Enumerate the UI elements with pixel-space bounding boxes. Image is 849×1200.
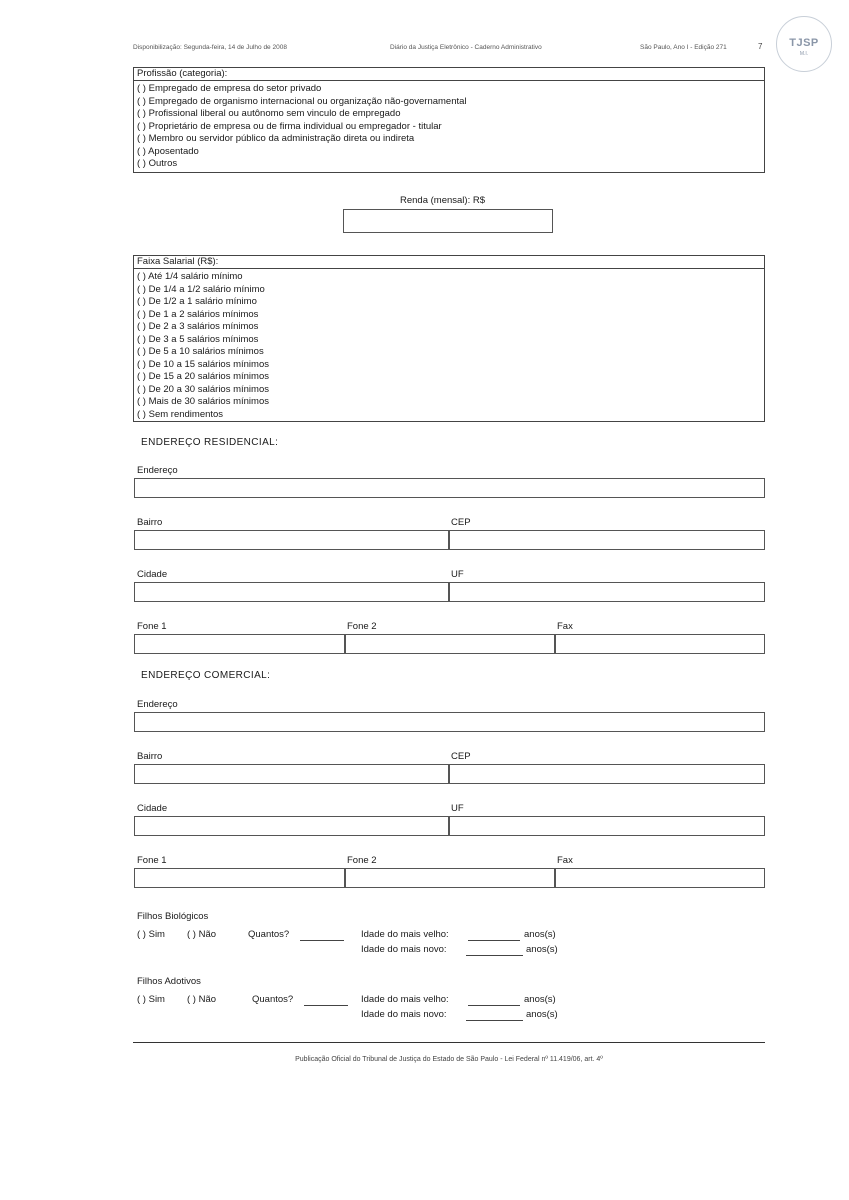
res-uf-label: UF (451, 569, 464, 580)
profissao-option[interactable]: ( ) Outros (137, 158, 178, 169)
adotivos-velho-blank[interactable] (468, 996, 520, 1006)
adotivos-sim[interactable]: ( ) Sim (137, 994, 165, 1005)
faixa-option[interactable]: ( ) De 2 a 3 salários mínimos (137, 321, 259, 332)
com-fone2-label: Fone 2 (347, 855, 377, 866)
footer-divider (133, 1042, 765, 1043)
com-endereco-label: Endereço (137, 699, 178, 710)
res-endereco-input[interactable] (134, 478, 765, 498)
faixa-title: Faixa Salarial (R$): (134, 256, 764, 269)
profissao-option[interactable]: ( ) Aposentado (137, 145, 199, 157)
header-edition: São Paulo, Ano I - Edição 271 (640, 44, 727, 51)
profissao-option[interactable]: ( ) Empregado de organismo internacional ou organização não-governamental (137, 95, 467, 107)
faixa-option[interactable]: ( ) De 1/2 a 1 salário mínimo (137, 296, 257, 307)
com-bairro-label: Bairro (137, 751, 163, 762)
header-journal: Diário da Justiça Eletrônico - Caderno Administrativo (390, 44, 542, 51)
biologicos-velho-blank[interactable] (468, 931, 520, 941)
renda-label: Renda (mensal): R$ (400, 195, 486, 206)
res-cep-input[interactable] (449, 530, 765, 550)
com-cep-input[interactable] (449, 764, 765, 784)
res-fax-input[interactable] (555, 634, 765, 654)
adotivos-novo-blank[interactable] (466, 1011, 523, 1021)
com-endereco-input[interactable] (134, 712, 765, 732)
profissao-options (137, 83, 761, 171)
adotivos-novo-label: Idade do mais novo: (361, 1009, 447, 1020)
faixa-option[interactable]: ( ) Até 1/4 salário mínimo (137, 271, 243, 282)
adotivos-quantos-label: Quantos? (252, 994, 294, 1005)
biologicos-velho-anos: anos(s) (524, 929, 556, 940)
faixa-option[interactable]: ( ) De 1/4 a 1/2 salário mínimo (137, 283, 265, 295)
res-fone1-label: Fone 1 (137, 621, 167, 632)
profissao-box (133, 67, 765, 173)
com-uf-label: UF (451, 803, 464, 814)
faixa-option[interactable]: ( ) De 5 a 10 salários mínimos (137, 346, 264, 357)
adotivos-title: Filhos Adotivos (137, 976, 201, 987)
res-cidade-label: Cidade (137, 569, 168, 580)
com-fone1-input[interactable] (134, 868, 345, 888)
com-uf-input[interactable] (449, 816, 765, 836)
header-date: Disponibilização: Segunda-feira, 14 de Julho de 2008 (133, 44, 287, 51)
adotivos-quantos-blank[interactable] (304, 996, 348, 1006)
profissao-option[interactable]: ( ) Membro ou servidor público da administração direta ou indireta (137, 133, 415, 144)
com-cep-label: CEP (451, 751, 471, 762)
res-bairro-input[interactable] (134, 530, 449, 550)
com-fax-label: Fax (557, 855, 573, 866)
com-fax-input[interactable] (555, 868, 765, 888)
com-cidade-label: Cidade (137, 803, 168, 814)
adotivos-velho-anos: anos(s) (524, 994, 556, 1005)
com-fone1-label: Fone 1 (137, 855, 167, 866)
stamp-text: TJSP (789, 37, 819, 49)
page-number: 7 (758, 42, 763, 51)
faixa-box (133, 255, 765, 422)
res-fone2-label: Fone 2 (347, 621, 377, 632)
res-cidade-input[interactable] (134, 582, 449, 602)
res-fone2-input[interactable] (345, 634, 555, 654)
profissao-option[interactable]: ( ) Profissional liberal ou autônomo sem vinculo de empregado (137, 108, 401, 119)
faixa-options (137, 271, 761, 421)
profissao-option[interactable]: ( ) Empregado de empresa do setor privado (137, 83, 322, 94)
biologicos-novo-blank[interactable] (466, 946, 523, 956)
biologicos-velho-label: Idade do mais velho: (361, 929, 449, 940)
faixa-option[interactable]: ( ) De 3 a 5 salários mínimos (137, 333, 259, 345)
biologicos-sim[interactable]: ( ) Sim (137, 929, 165, 940)
footer-text: Publicação Oficial do Tribunal de Justiça do Estado de São Paulo - Lei Federal nº 11.419/06, art. 4º (295, 1056, 603, 1063)
stamp-sub: M.I. (799, 51, 809, 57)
tjsp-stamp (776, 16, 832, 72)
faixa-option[interactable]: ( ) De 1 a 2 salários mínimos (137, 308, 259, 320)
faixa-option[interactable]: ( ) De 15 a 20 salários mínimos (137, 371, 269, 382)
biologicos-title: Filhos Biológicos (137, 911, 209, 922)
biologicos-novo-label: Idade do mais novo: (361, 944, 447, 955)
faixa-option[interactable]: ( ) Sem rendimentos (137, 408, 224, 420)
biologicos-nao[interactable]: ( ) Não (187, 929, 217, 940)
profissao-title: Profissão (categoria): (134, 68, 764, 81)
faixa-option[interactable]: ( ) De 10 a 15 salários mínimos (137, 358, 269, 370)
com-cidade-input[interactable] (134, 816, 449, 836)
residencial-title: ENDEREÇO RESIDENCIAL: (141, 437, 279, 448)
faixa-option[interactable]: ( ) De 20 a 30 salários mínimos (137, 383, 269, 395)
res-endereco-label: Endereço (137, 465, 178, 476)
adotivos-velho-label: Idade do mais velho: (361, 994, 449, 1005)
res-bairro-label: Bairro (137, 517, 163, 528)
res-cep-label: CEP (451, 517, 471, 528)
adotivos-nao[interactable]: ( ) Não (187, 994, 217, 1005)
adotivos-novo-anos: anos(s) (526, 1009, 558, 1020)
profissao-option[interactable]: ( ) Proprietário de empresa ou de firma individual ou empregador - titular (137, 120, 442, 132)
res-fone1-input[interactable] (134, 634, 345, 654)
biologicos-novo-anos: anos(s) (526, 944, 558, 955)
com-bairro-input[interactable] (134, 764, 449, 784)
comercial-title: ENDEREÇO COMERCIAL: (141, 670, 271, 681)
renda-input[interactable] (343, 209, 553, 233)
res-fax-label: Fax (557, 621, 573, 632)
biologicos-quantos-label: Quantos? (248, 929, 290, 940)
biologicos-quantos-blank[interactable] (300, 931, 344, 941)
res-uf-input[interactable] (449, 582, 765, 602)
com-fone2-input[interactable] (345, 868, 555, 888)
faixa-option[interactable]: ( ) Mais de 30 salários mínimos (137, 396, 269, 407)
